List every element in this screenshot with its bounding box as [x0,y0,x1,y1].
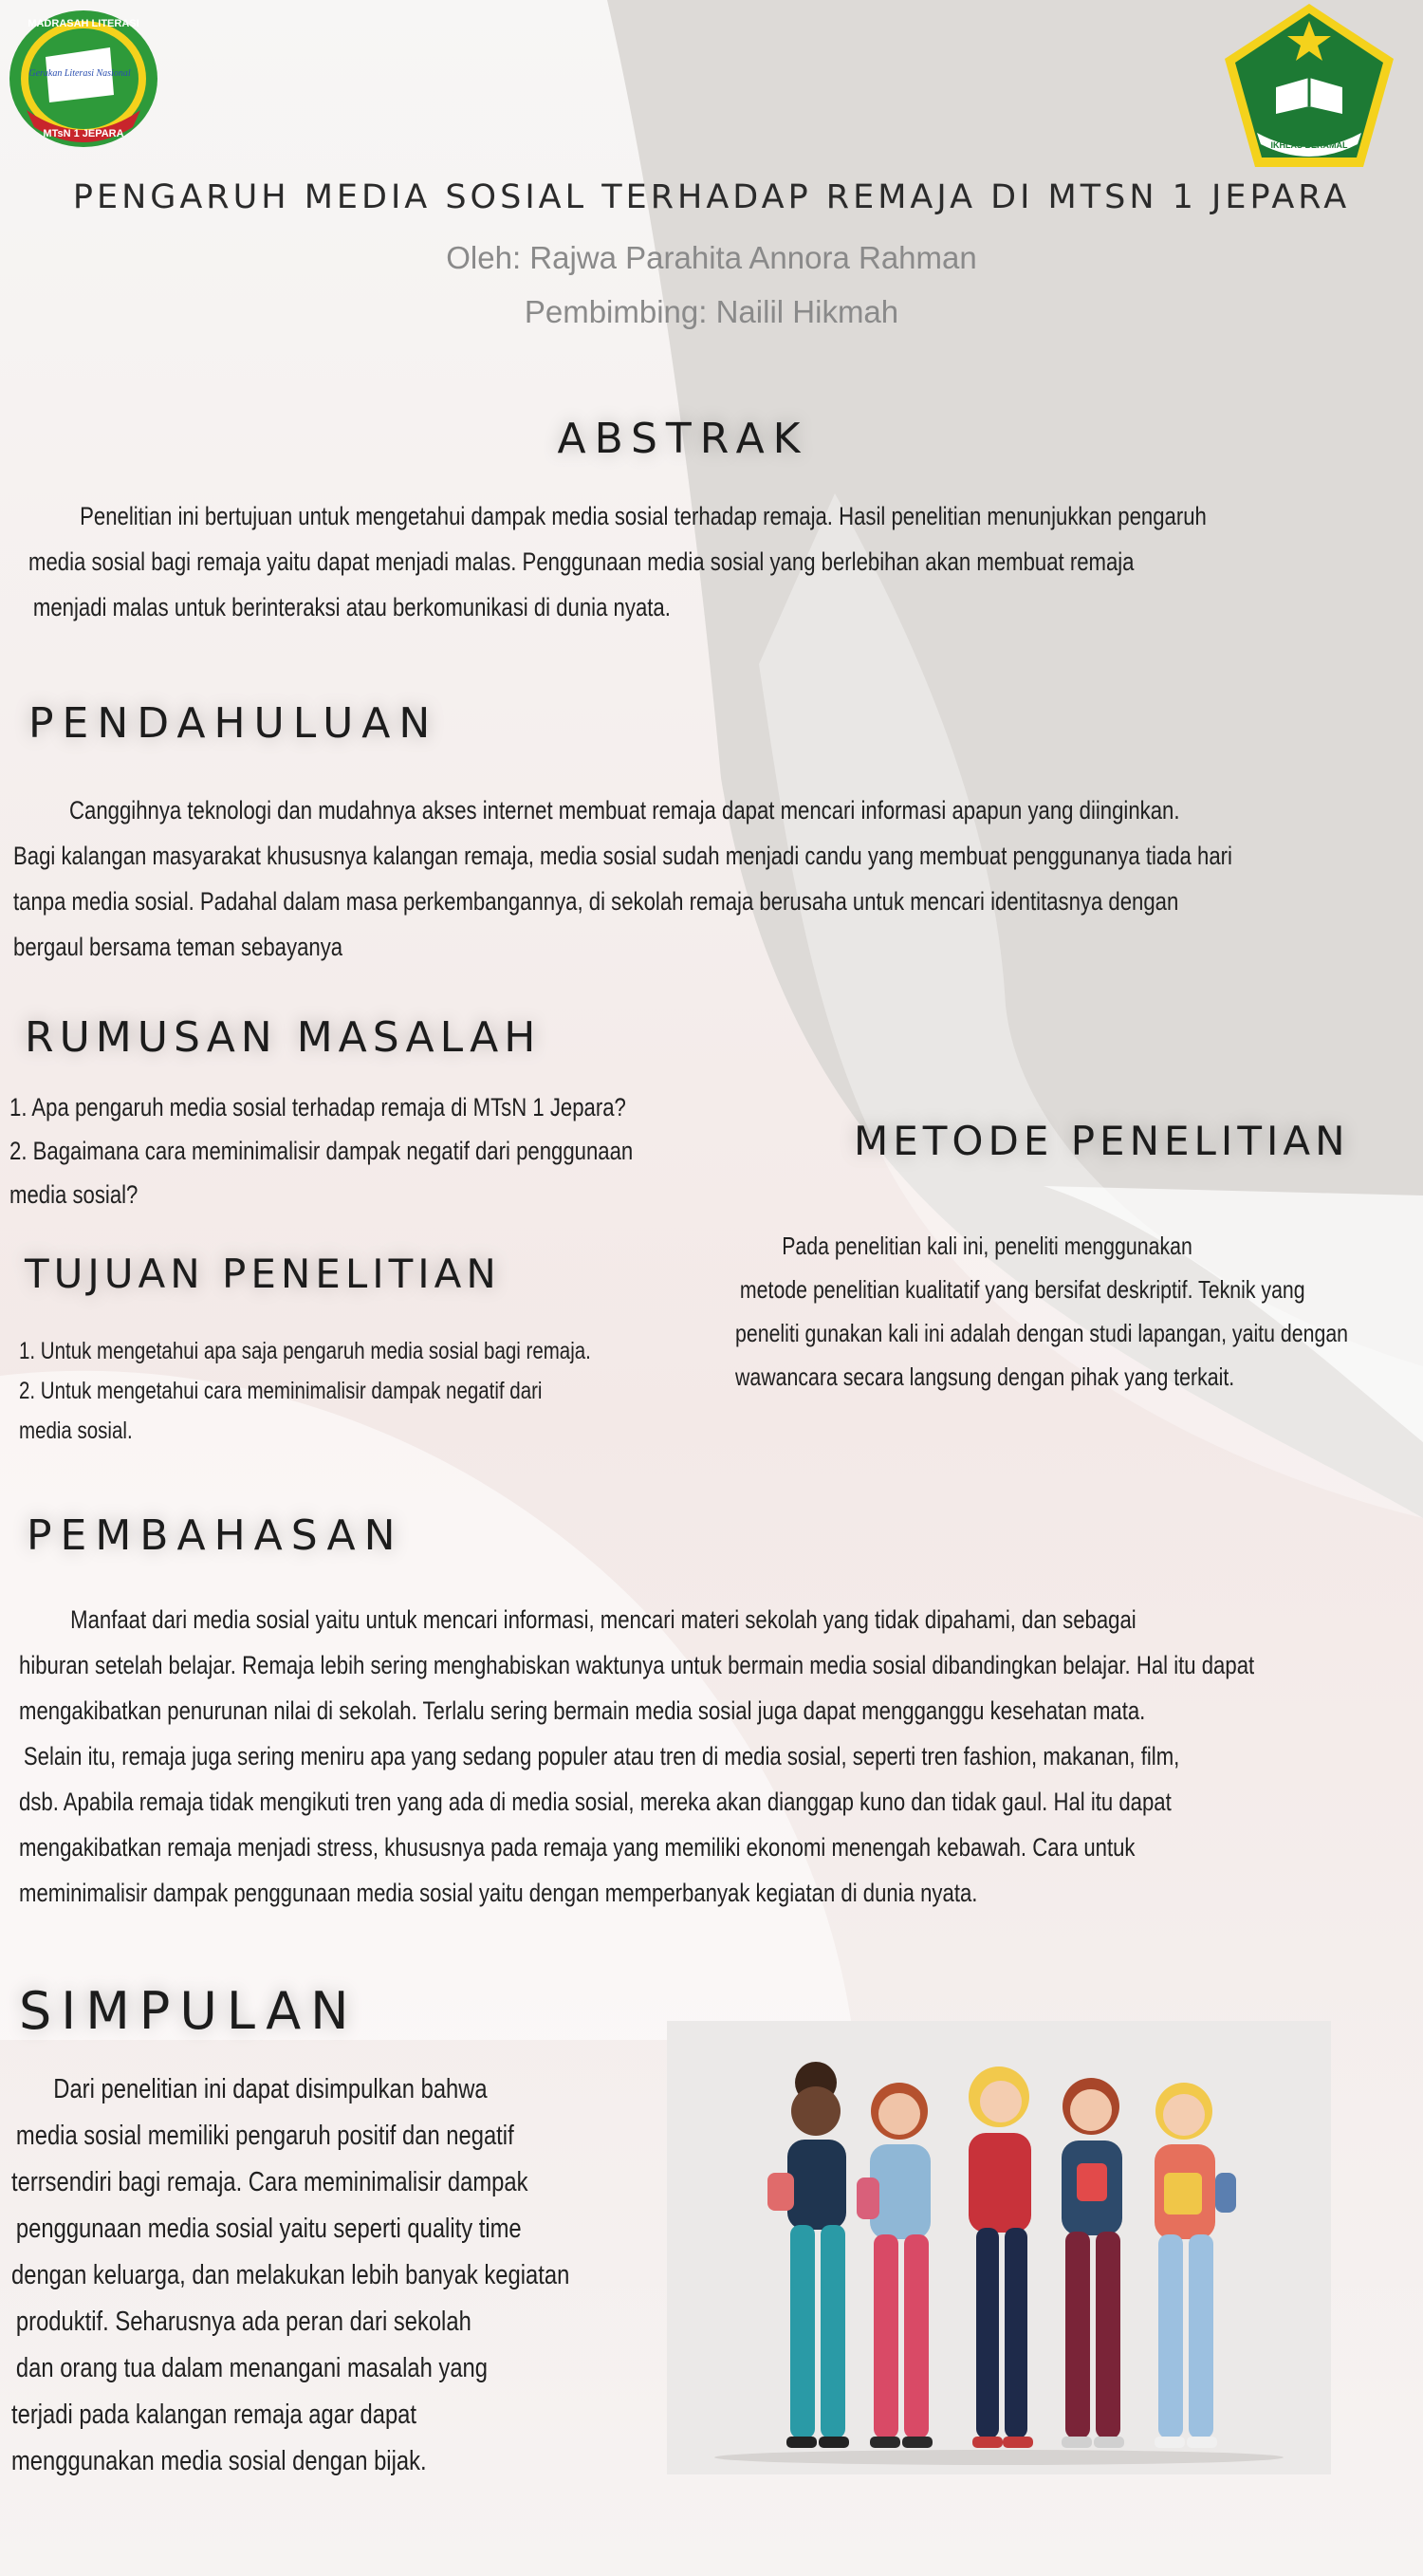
pembahasan-line: meminimalisir dampak penggunaan media sosial yaitu dengan memperbanyak kegiatan di dunia nyata. [19,1879,978,1907]
girl-figure [1155,2083,1236,2448]
metode-body [735,1224,1404,1399]
pendahuluan-line: bergaul bersama teman sebayanya [13,933,343,961]
logo-middle-text: Gerakan Literasi Nasional [28,68,131,79]
pendahuluan-line: tanpa media sosial. Padahal dalam masa perkembangannya, di sekolah remaja berusaha untuk mencari identitasnya dengan [13,887,1179,916]
simpulan-line: produktif. Seharusnya ada peran dari sekolah [15,2307,471,2337]
pembahasan-line: mengakibatkan penurunan nilai di sekolah. Terlalu sering bermain media sosial juga dapat mengganggu kesehatan mata. [19,1696,1146,1725]
simpulan-line: terjadi pada kalangan remaja agar dapat [11,2400,417,2430]
abstrak-line: media sosial bagi remaja yaitu dapat menjadi malas. Penggunaan media sosial yang berlebihan akan membuat remaja [28,547,1135,576]
tujuan-item: media sosial. [19,1418,133,1444]
simpulan-line: menggunakan media sosial dengan bijak. [11,2446,427,2476]
pembahasan-line: mengakibatkan remaja menjadi stress, khususnya pada remaja yang memiliki ekonomi menengah kebawah. Cara untuk [19,1833,1136,1862]
logo-top-text: MADRASAH LITERASI [28,18,139,29]
tujuan-heading: TUJUAN PENELITIAN [25,1251,501,1297]
right-logo-text: IKHLAS BERAMAL [1270,140,1348,150]
metode-heading: METODE PENELITIAN [854,1118,1350,1164]
simpulan-line: terrsendiri bagi remaja. Cara meminimalisir dampak [11,2167,528,2197]
girl-figure [1062,2078,1124,2448]
madrasah-literasi-logo [8,8,159,150]
rumusan-body [9,1085,710,1216]
metode-line: peneliti gunakan kali ini adalah dengan studi lapangan, yaitu dengan [735,1319,1349,1347]
logo-bottom-text: MTsN 1 JEPARA [43,128,124,139]
simpulan-line: media sosial memiliki pengaruh positif dan negatif [15,2121,514,2151]
pendahuluan-line: Canggihnya teknologi dan mudahnya akses internet membuat remaja dapat mencari informasi apapun yang diinginkan. [69,796,1180,825]
simpulan-line: penggunaan media sosial yaitu seperti quality time [15,2214,522,2244]
supervisor-line: Pembimbing: Nailil Hikmah [524,294,899,329]
simpulan-heading: SIMPULAN [19,1981,359,2041]
abstrak-heading: ABSTRAK [557,415,809,463]
simpulan-line: dengan keluarga, dan melakukan lebih banyak kegiatan [11,2260,570,2290]
pembahasan-line: Selain itu, remaja juga sering meniru apa yang sedang populer atau tren di media sosial, seperti tren fashion, makanan, film, [23,1742,1180,1770]
teen-girls-illustration [667,2021,1331,2474]
metode-line: metode penelitian kualitatif yang bersifat deskriptif. Teknik yang [739,1275,1305,1304]
metode-line: wawancara secara langsung dengan pihak yang terkait. [735,1362,1235,1391]
tujuan-body [19,1331,610,1451]
abstrak-body [28,493,1382,630]
pembahasan-body [19,1597,1423,1916]
rumusan-heading: RUMUSAN MASALAH [25,1013,542,1062]
abstrak-line: menjadi malas untuk berinteraksi atau berkomunikasi di dunia nyata. [32,593,671,621]
simpulan-line: dan orang tua dalam menangani masalah yang [15,2353,489,2383]
pembahasan-line: Manfaat dari media sosial yaitu untuk mencari informasi, mencari materi sekolah yang tidak dipahami, dan sebagai [70,1605,1137,1634]
pembahasan-line: hiburan setelah belajar. Remaja lebih sering menghabiskan waktunya untuk bermain media sosial dibandingkan belajar. Hal itu dapat [19,1651,1255,1679]
rumusan-item: 1. Apa pengaruh media sosial terhadap remaja di MTsN 1 Jepara? [9,1093,626,1121]
poster-title: PENGARUH MEDIA SOSIAL TERHADAP REMAJA DI MTSN 1 JEPARA [72,178,1351,216]
tujuan-item: 1. Untuk mengetahui apa saja pengaruh media sosial bagi remaja. [19,1338,591,1364]
pembahasan-heading: PEMBAHASAN [27,1511,404,1560]
girl-figure [767,2062,849,2448]
metode-line: Pada penelitian kali ini, peneliti menggunakan [782,1232,1192,1260]
rumusan-item: 2. Bagaimana cara meminimalisir dampak negatif dari penggunaan [9,1137,634,1165]
pembahasan-line: dsb. Apabila remaja tidak mengikuti tren yang ada di media sosial, mereka akan dianggap kuno dan tidak gaul. Hal itu dapat [19,1788,1172,1816]
rumusan-item: media sosial? [9,1180,139,1209]
girl-figure [969,2066,1033,2448]
abstrak-line: Penelitian ini bertujuan untuk mengetahui dampak media sosial terhadap remaja. Hasil penelitian menunjukkan pengaruh [80,502,1207,530]
simpulan-body [11,2066,665,2485]
simpulan-line: Dari penelitian ini dapat disimpulkan bahwa [53,2074,488,2104]
pendahuluan-heading: PENDAHULUAN [28,699,439,748]
girl-figure [857,2083,933,2448]
author-line: Oleh: Rajwa Parahita Annora Rahman [446,240,977,275]
pendahuluan-body [13,788,1398,970]
pendahuluan-line: Bagi kalangan masyarakat khususnya kalangan remaja, media sosial sudah menjadi candu yang membuat penggunanya tiada hari [13,842,1232,870]
tujuan-item: 2. Untuk mengetahui cara meminimalisir dampak negatif dari [19,1378,543,1404]
kemenag-logo [1219,0,1399,176]
